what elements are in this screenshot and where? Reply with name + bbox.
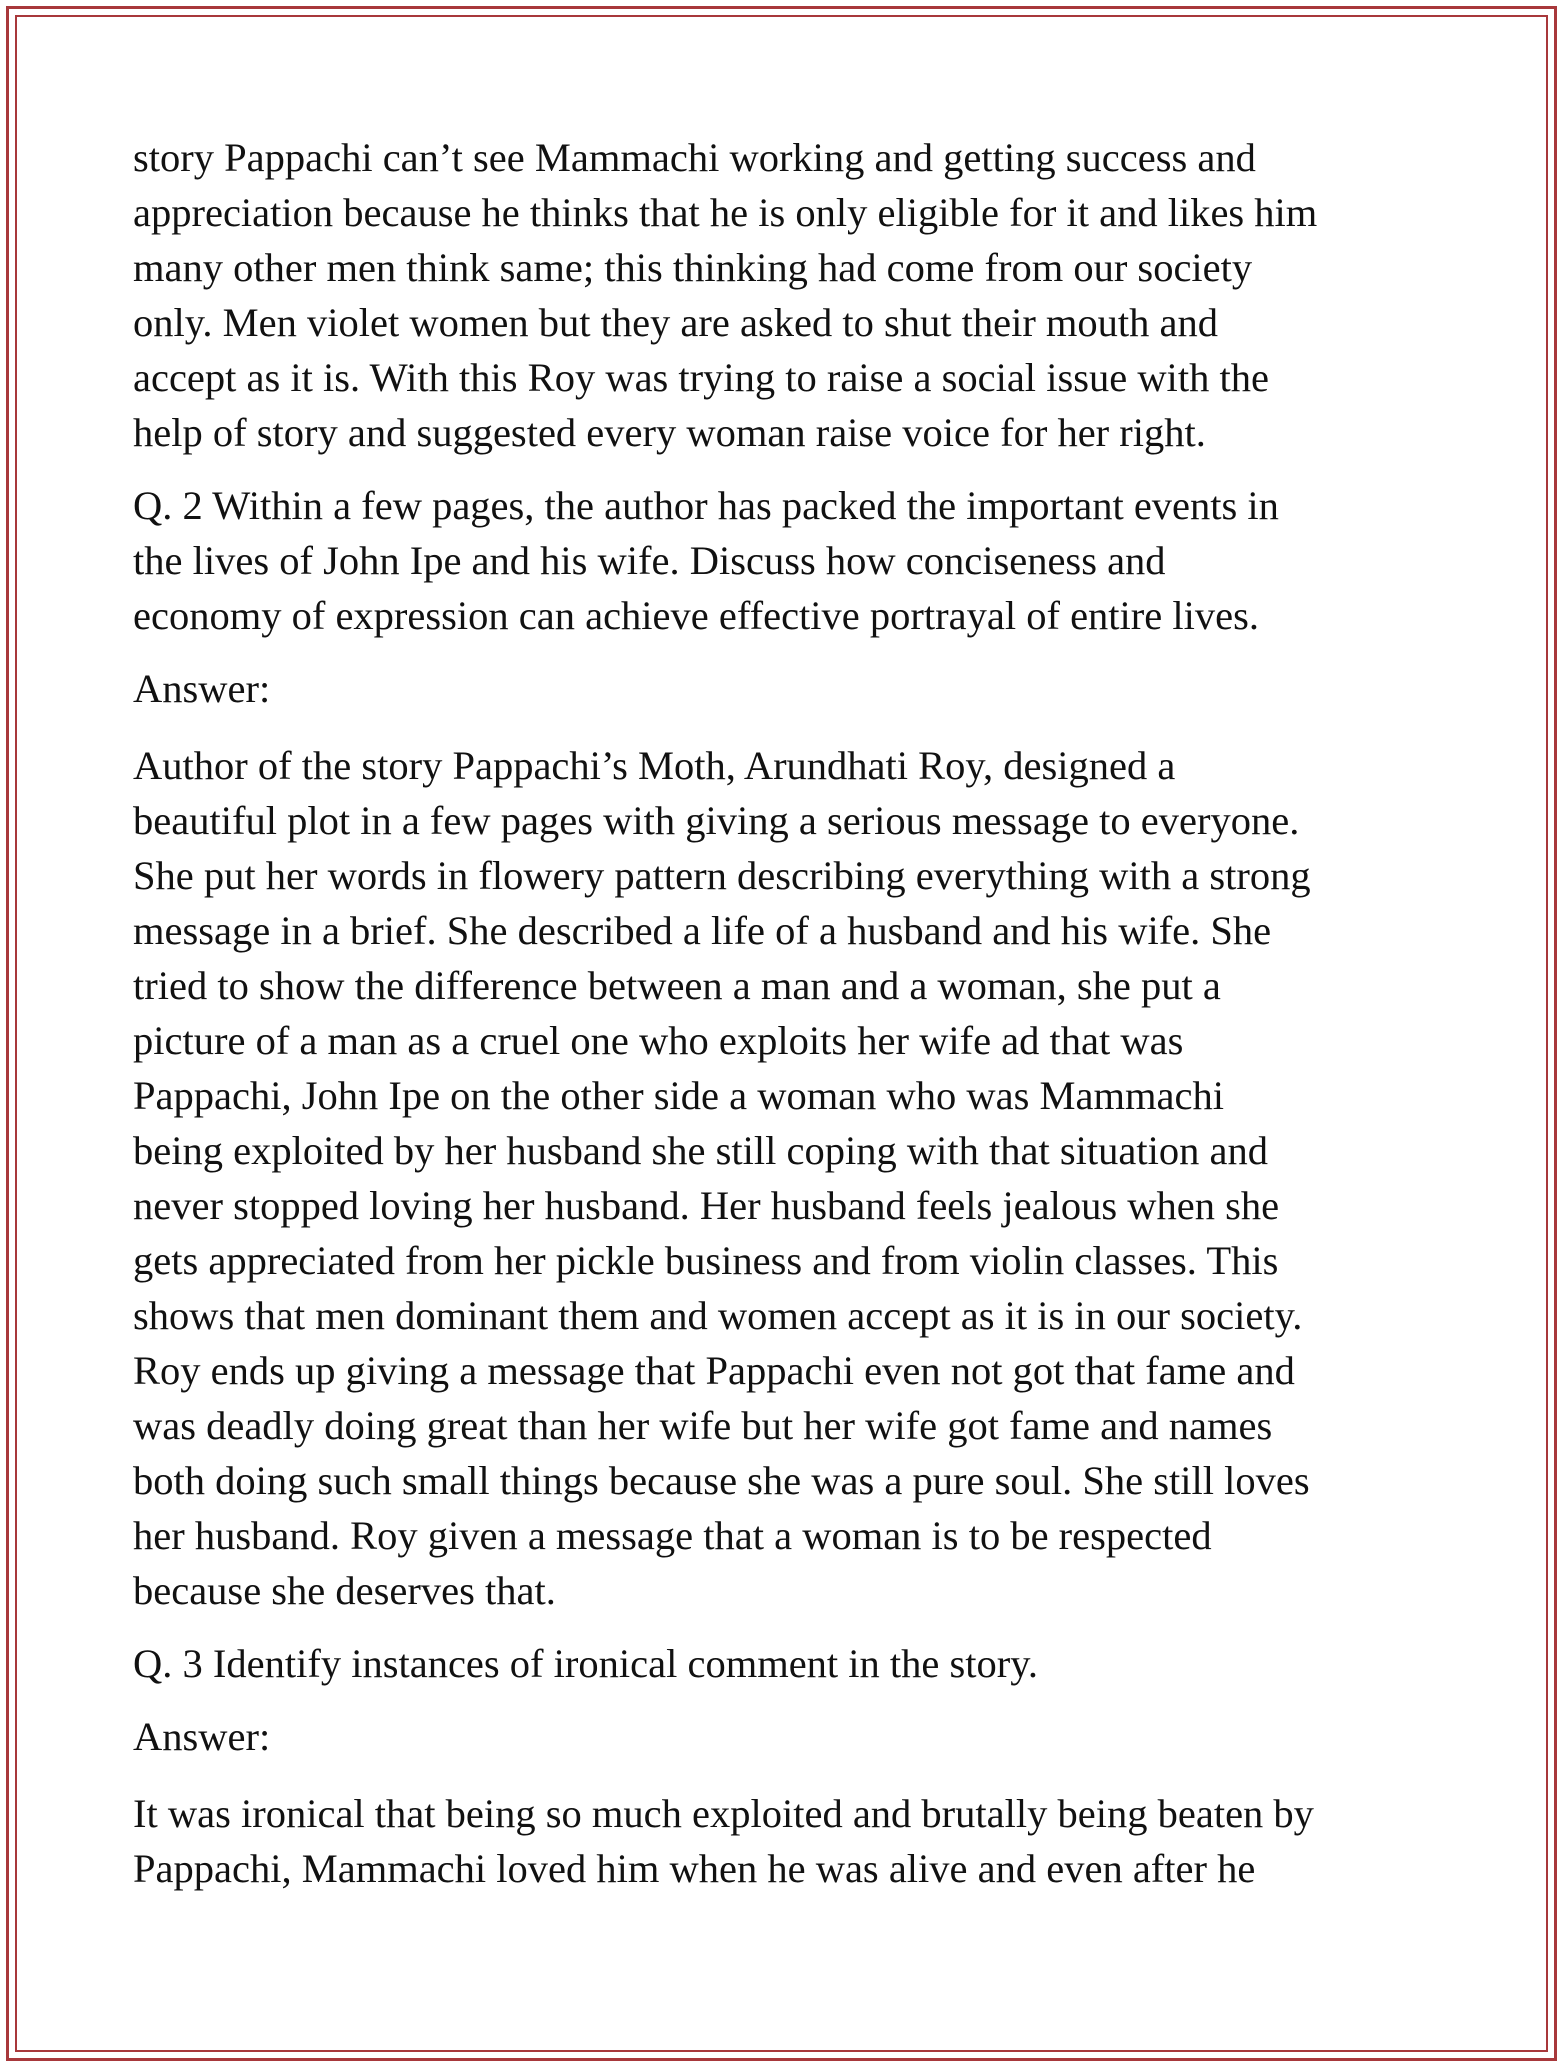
text-line: her husband. Roy given a message that a woman is to be respected xyxy=(133,1513,1212,1558)
answer-label xyxy=(133,1709,1453,1764)
text-line: economy of expression can achieve effective portrayal of entire lives. xyxy=(133,593,1260,638)
text-line: Q. 2 Within a few pages, the author has packed the important events in xyxy=(133,483,1279,528)
text-line: Author of the story Pappachi’s Moth, Arundhati Roy, designed a xyxy=(133,743,1176,788)
body-paragraph xyxy=(133,738,1453,1618)
body-paragraph xyxy=(133,1786,1453,1896)
text-line: help of story and suggested every woman raise voice for her right. xyxy=(133,410,1206,455)
text-line: both doing such small things because she was a pure soul. She still loves xyxy=(133,1458,1310,1503)
text-line: Answer: xyxy=(133,1714,271,1759)
text-line: gets appreciated from her pickle business and from violin classes. This xyxy=(133,1238,1279,1283)
text-line: never stopped loving her husband. Her husband feels jealous when she xyxy=(133,1183,1280,1228)
text-line: shows that men dominant them and women accept as it is in our society. xyxy=(133,1293,1303,1338)
body-paragraph xyxy=(133,130,1453,460)
text-line: accept as it is. With this Roy was trying to raise a social issue with the xyxy=(133,355,1269,400)
text-line: Q. 3 Identify instances of ironical comment in the story. xyxy=(133,1641,1039,1686)
text-line: Pappachi, John Ipe on the other side a woman who was Mammachi xyxy=(133,1073,1224,1118)
answer-label xyxy=(133,661,1453,716)
text-line: beautiful plot in a few pages with giving a serious message to everyone. xyxy=(133,798,1300,843)
text-line: She put her words in flowery pattern describing everything with a strong xyxy=(133,853,1311,898)
question-paragraph xyxy=(133,1636,1453,1691)
text-line: message in a brief. She described a life of a husband and his wife. She xyxy=(133,908,1272,953)
text-line: Roy ends up giving a message that Pappachi even not got that fame and xyxy=(133,1348,1295,1393)
text-line: being exploited by her husband she still coping with that situation and xyxy=(133,1128,1268,1173)
document-body xyxy=(133,130,1453,1914)
text-line: picture of a man as a cruel one who exploits her wife ad that was xyxy=(133,1018,1184,1063)
text-line: appreciation because he thinks that he is only eligible for it and likes him xyxy=(133,190,1318,235)
text-line: only. Men violet women but they are asked to shut their mouth and xyxy=(133,300,1219,345)
text-line: Answer: xyxy=(133,666,271,711)
text-line: Pappachi, Mammachi loved him when he was alive and even after he xyxy=(133,1846,1256,1891)
text-line: was deadly doing great than her wife but her wife got fame and names xyxy=(133,1403,1273,1448)
text-line: story Pappachi can’t see Mammachi working and getting success and xyxy=(133,135,1256,180)
text-line: the lives of John Ipe and his wife. Discuss how conciseness and xyxy=(133,538,1166,583)
text-line: tried to show the difference between a man and a woman, she put a xyxy=(133,963,1221,1008)
question-paragraph xyxy=(133,478,1453,643)
text-line: many other men think same; this thinking had come from our society xyxy=(133,245,1253,290)
text-line: It was ironical that being so much exploited and brutally being beaten by xyxy=(133,1791,1314,1836)
text-line: because she deserves that. xyxy=(133,1568,556,1613)
